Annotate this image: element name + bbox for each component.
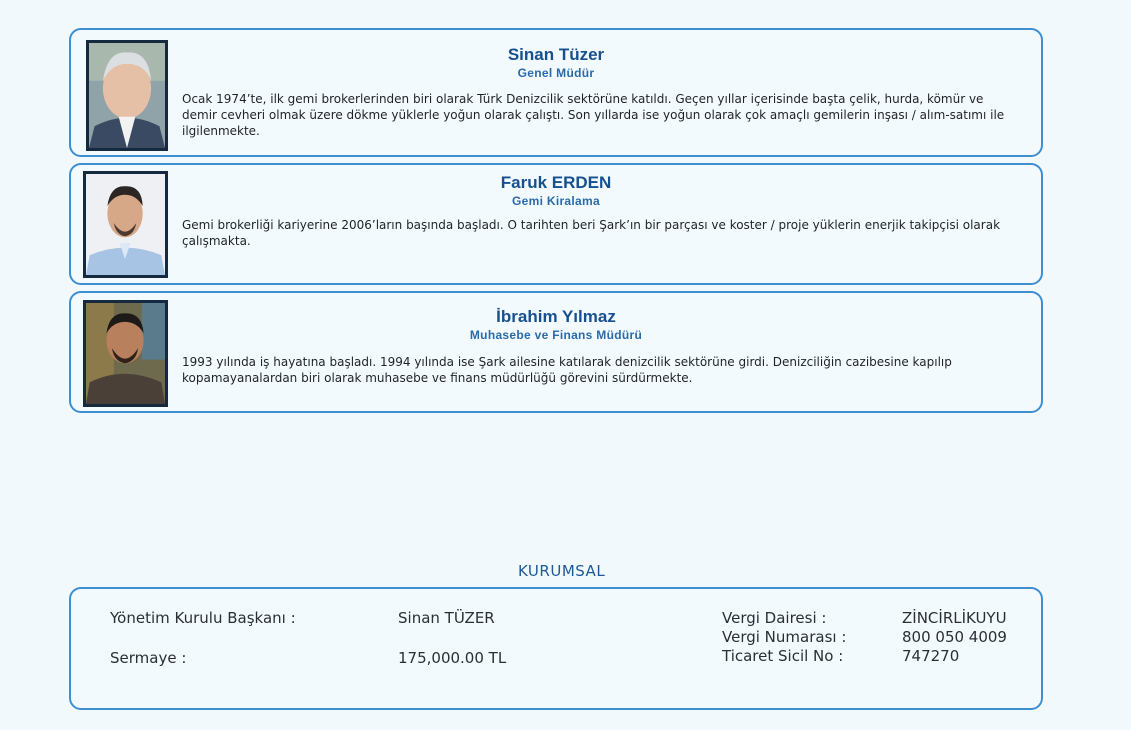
person-name: Faruk ERDEN xyxy=(500,173,612,192)
tax-office-value: ZİNCİRLİKUYU xyxy=(902,609,1007,627)
chairman-label: Yönetim Kurulu Başkanı : xyxy=(110,609,296,627)
trade-registry-value: 747270 xyxy=(902,647,960,665)
person-card-sinan-tuzer xyxy=(69,28,1043,157)
section-title-text: KURUMSAL xyxy=(518,562,606,580)
capital-label: Sermaye : xyxy=(110,649,187,667)
tax-number-value: 800 050 4009 xyxy=(902,628,1007,646)
corporate-info-card xyxy=(69,587,1043,710)
person-name: İbrahim Yılmaz xyxy=(496,307,616,326)
chairman-value: Sinan TÜZER xyxy=(398,609,495,627)
person-card-ibrahim-yilmaz xyxy=(69,291,1043,413)
person-bio: Ocak 1974’te, ilk gemi brokerlerinden biri olarak Türk Denizcilik sektörüne katıldı. Geçen yıllar içerisinde başta çelik, hurda, kömür ve demir cevheri olmak üzere dökme yüklerle yoğun olarak çalıştı. Son yıllarda ise yoğun olarak çok amaçlı gemilerin inşası / alım-satımı ile ilgilenmekte. xyxy=(182,92,1005,138)
person-card-faruk-erden xyxy=(69,163,1043,285)
person-role: Genel Müdür xyxy=(517,66,595,80)
person-role: Muhasebe ve Finans Müdürü xyxy=(469,328,643,342)
tax-number-label: Vergi Numarası : xyxy=(722,628,847,646)
person-bio: Gemi brokerliği kariyerine 2006’ların başında başladı. O tarihten beri Şark’ın bir parçası ve koster / proje yüklerin enerjik takipçisi olarak çalışmakta. xyxy=(182,218,1001,248)
tax-office-label: Vergi Dairesi : xyxy=(722,609,827,627)
person-bio: 1993 yılında iş hayatına başladı. 1994 yılında ise Şark ailesine katılarak denizcilik sektörüne girdi. Denizciliğin cazibesine kapılıp kopamayanalardan biri olarak muhasebe ve finans müdürlüğü görevini sürdürmekte. xyxy=(182,355,952,385)
person-name: Sinan Tüzer xyxy=(507,45,605,64)
trade-registry-label: Ticaret Sicil No : xyxy=(722,647,844,665)
person-role: Gemi Kiralama xyxy=(512,194,600,208)
capital-value: 175,000.00 TL xyxy=(398,649,507,667)
